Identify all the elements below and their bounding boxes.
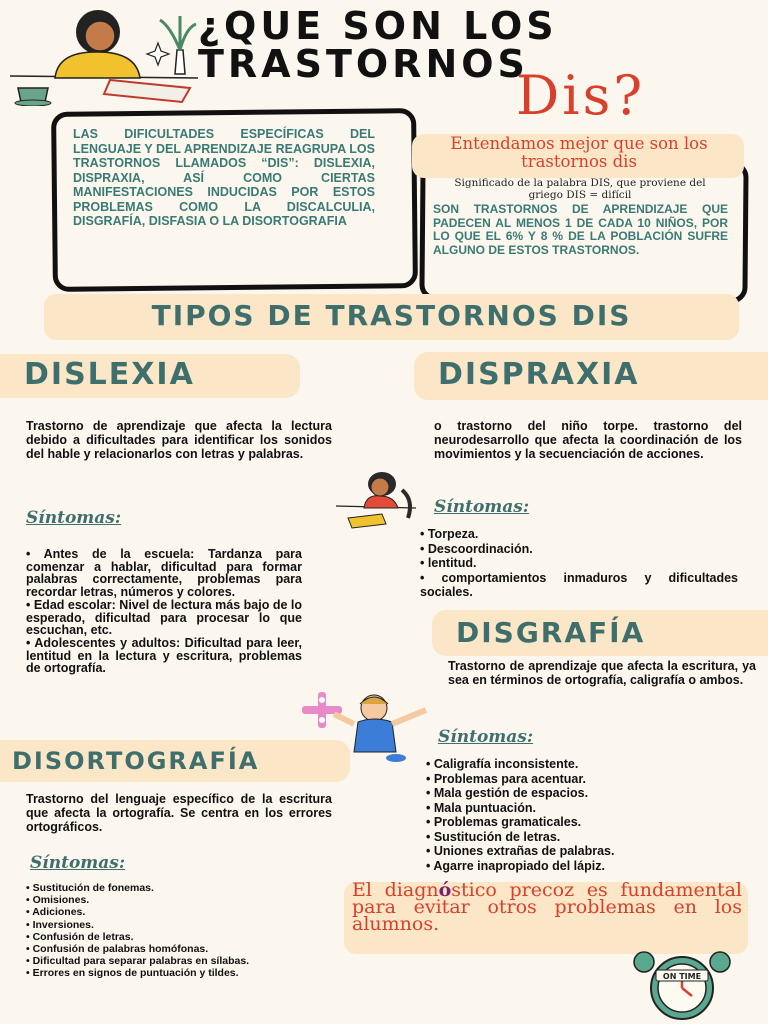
dispraxia-symptoms-heading: Síntomas: [434,497,530,517]
disortografia-symptoms-list [26,882,302,980]
list-item: • Omisiones. [26,894,90,907]
disortografia-title: DISORTOGRAFÍA [12,747,260,775]
list-item: • Mala gestión de espacios. [426,786,589,800]
list-item: • Dificultad para separar palabras en sílabas. [26,955,250,968]
list-item: • Confusión de palabras homófonas. [26,943,209,956]
coffee-cup-icon [15,88,51,106]
disortografia-description: Trastorno del lenguaje específico de la escritura que afecta la ortografía. Se centra en los errores ortográficos. [26,792,332,834]
page-title-line1: ¿QUE SON LOS [198,4,558,48]
footer-note: El diagnóstico precoz es fundamental para evitar otros problemas en los alumnos. [352,879,742,935]
list-item: • Problemas para acentuar. [426,771,587,786]
types-title: TIPOS DE TRASTORNOS DIS [151,299,632,332]
disortografia-symptoms-heading: Síntomas: [30,853,126,873]
list-item: • Agarre inapropiado del lápiz. [426,858,605,873]
dislexia-symptoms-heading: Síntomas: [26,508,122,528]
list-item: • Confusión de letras. [26,930,134,943]
dislexia-title: DISLEXIA [24,357,195,392]
explain-text: SON TRASTORNOS DE APRENDIZAJE QUE PADECEN AL MENOS 1 DE CADA 10 NIÑOS, POR LO QUE EL 6% Y 8 % DE LA POBLACIÓN SUFRE ALGUNO DE ESTOS TRASTORNOS. [433,202,728,257]
disgrafia-description: Trastorno de aprendizaje que afecta la escritura, ya sea en términos de ortografía, caligrafía o ambos. [448,659,756,687]
disgrafia-symptoms-heading: Síntomas: [438,727,534,747]
list-item: • Sustitución de fonemas. [26,882,154,894]
woman-reading-illustration [336,470,420,532]
clock-label: ON TIME [662,972,702,981]
list-item: • Errores en signos de puntuación y tildes. [26,967,239,980]
dislexia-symptoms-list [26,548,302,675]
list-item: • Descoordinación. [420,541,533,556]
list-item: • Uniones extrañas de palabras. [426,844,615,858]
list-item: • Torpeza. [420,527,479,541]
explain-heading: Entendamos mejor que son los trastornos dis [450,134,708,171]
list-item: • Antes de la escuela: Tardanza para comenzar a hablar, dificultad para formar palabras correctamente, problemas para recordar letras, números y colores. [26,547,302,600]
plant-icon [160,16,196,74]
intro-text: LAS DIFICULTADES ESPECÍFICAS DEL LENGUAJE Y DEL APRENDIZAJE REAGRUPA LOS TRASTORNOS LLAMADOS “DIS”: DISLEXIA, DISPRAXIA, ASÍ COMO CIERTAS MANIFESTACIONES INDUCIDAS POR ESTOS PROBLEMAS COMO LA DISCALCULIA, DISGRAFÍA, DISFASIA O LA DISORTOGRAFIA [73,127,375,228]
list-item: • Inversiones. [26,918,94,931]
list-item: • Caligrafía inconsistente. [426,757,579,771]
dislexia-description: Trastorno de aprendizaje que afecta la lectura debido a dificultades para identificar los sonidos del hable y relacionarlos con letras y palabras. [26,419,332,461]
dispraxia-title: DISPRAXIA [438,357,640,392]
page-title-line2: TRASTORNOS [198,42,529,86]
dispraxia-description: o trastorno del niño torpe. trastorno del neurodesarrollo que afecta la coordinación de los movimientos y la secuenciación de acciones. [434,419,742,461]
list-item: • Sustitución de letras. [426,829,561,844]
sparkle-icon [147,43,169,65]
explain-meaning: Significado de la palabra DIS, que proviene del griego DIS = difícil [454,177,706,201]
dispraxia-symptoms-list [420,527,738,600]
list-item: • Problemas gramaticales. [426,815,582,829]
list-item: • Adiciones. [26,906,86,919]
list-item: • comportamientos inmaduros y dificultades sociales. [420,570,738,599]
list-item: • lentitud. [420,556,477,570]
disgrafia-title: DISGRAFÍA [456,616,646,649]
list-item: • Edad escolar: Nivel de lectura más bajo de lo esperado, dificultad para procesar lo que escuchan, etc. [26,597,303,638]
disgrafia-symptoms-list [426,757,746,873]
list-item: • Mala puntuación. [426,800,536,815]
studying-girl-illustration [10,6,200,106]
list-item: • Adolescentes y adultos: Dificultad para leer, lentitud en la lectura y escritura, problemas de ortografía. [26,635,302,676]
page-title-dis: Dis? [516,64,646,127]
alarm-clock-icon [626,948,738,1020]
